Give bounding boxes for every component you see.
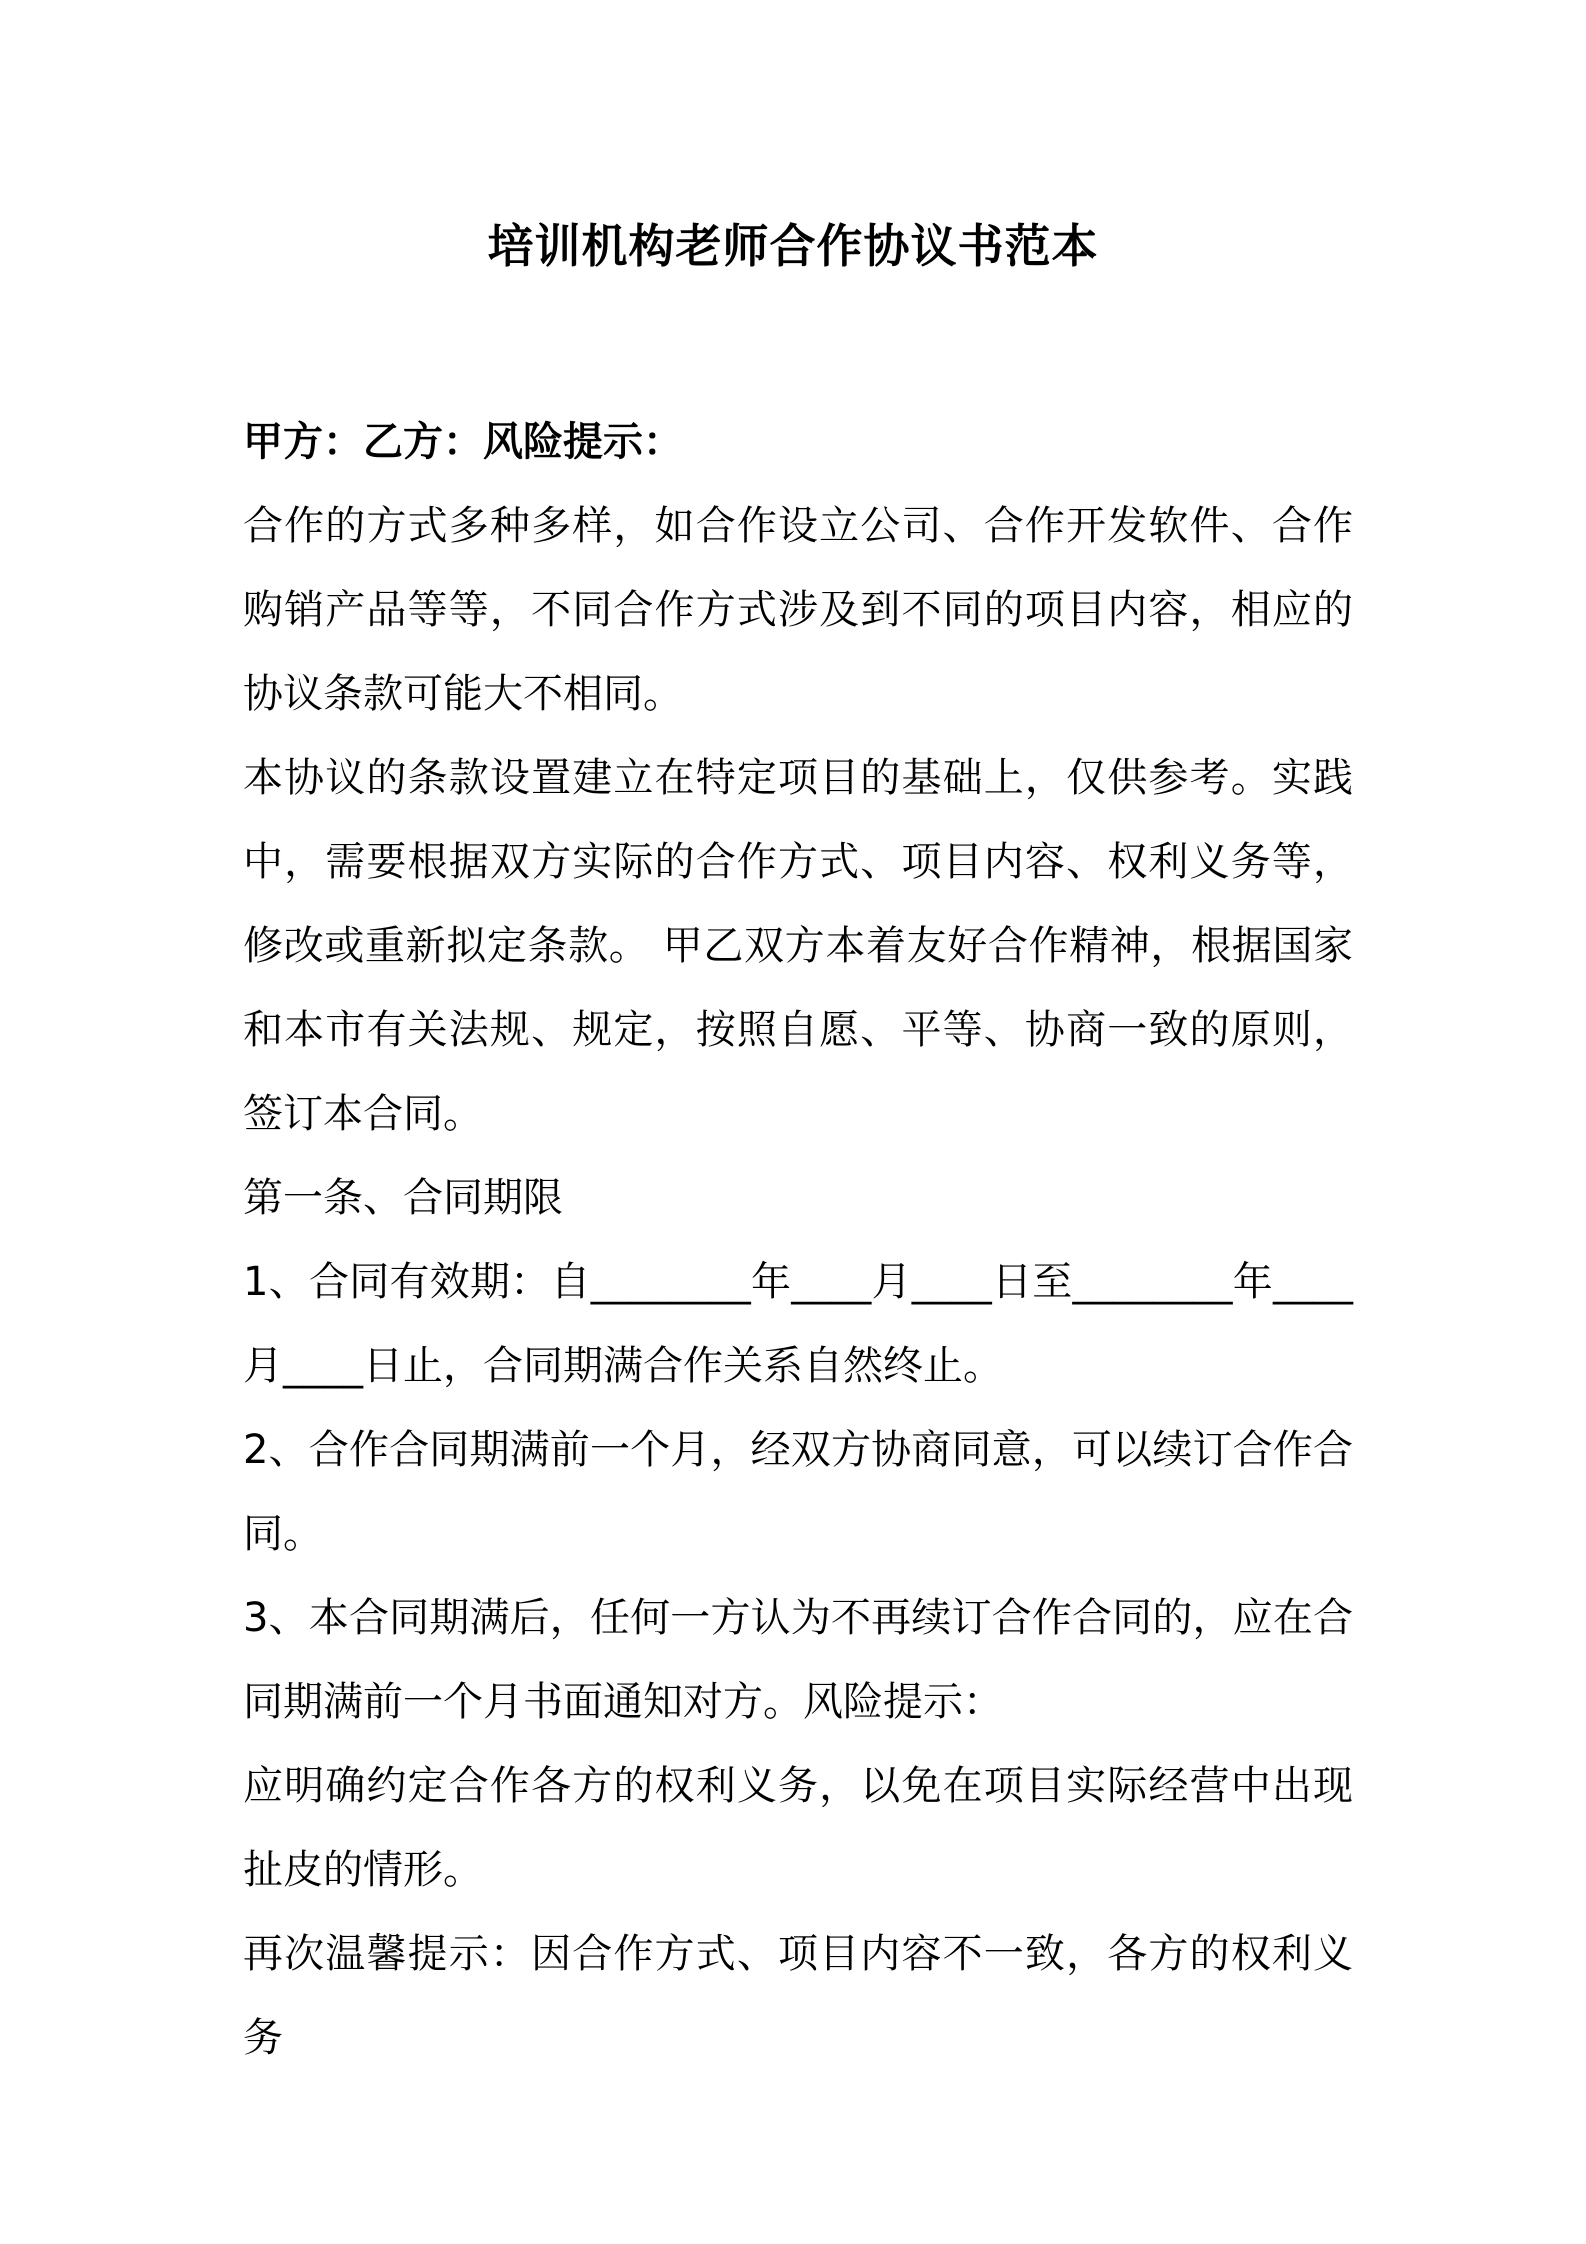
body-paragraph: 再次温馨提示：因合作方式、项目内容不一致，各方的权利义务	[243, 1931, 1353, 2061]
article-heading: 第一条、合同期限	[243, 1175, 563, 1221]
parties-paragraph: 甲方：乙方：风险提示：	[243, 419, 683, 465]
clause-paragraph: 3、本合同期满后，任何一方认为不再续订合作合同的，应在合同期满前一个月书面通知对方。风险提示：	[243, 1595, 1353, 1725]
document-title: 培训机构老师合作协议书范本	[487, 219, 1099, 273]
body-paragraph: 应明确约定合作各方的权利义务，以免在项目实际经营中出现扯皮的情形。	[243, 1763, 1353, 1893]
body-paragraph: 合作的方式多种多样，如合作设立公司、合作开发软件、合作购销产品等等，不同合作方式涉及到不同的项目内容，相应的协议条款可能大不相同。	[243, 503, 1353, 717]
body-paragraph: 本协议的条款设置建立在特定项目的基础上，仅供参考。实践中，需要根据双方实际的合作方式、项目内容、权利义务等，修改或重新拟定条款。 甲乙双方本着友好合作精神，根据国家和本市有关法规、规定，按照自愿、平等、协商一致的原则，签订本合同。	[243, 755, 1353, 1137]
document-body	[243, 400, 1353, 2080]
clause-paragraph: 1、合同有效期：自________年____月____日至________年____月____日止，合同期满合作关系自然终止。	[243, 1259, 1353, 1389]
clause-paragraph: 2、合作合同期满前一个月，经双方协商同意，可以续订合作合同。	[243, 1427, 1353, 1557]
